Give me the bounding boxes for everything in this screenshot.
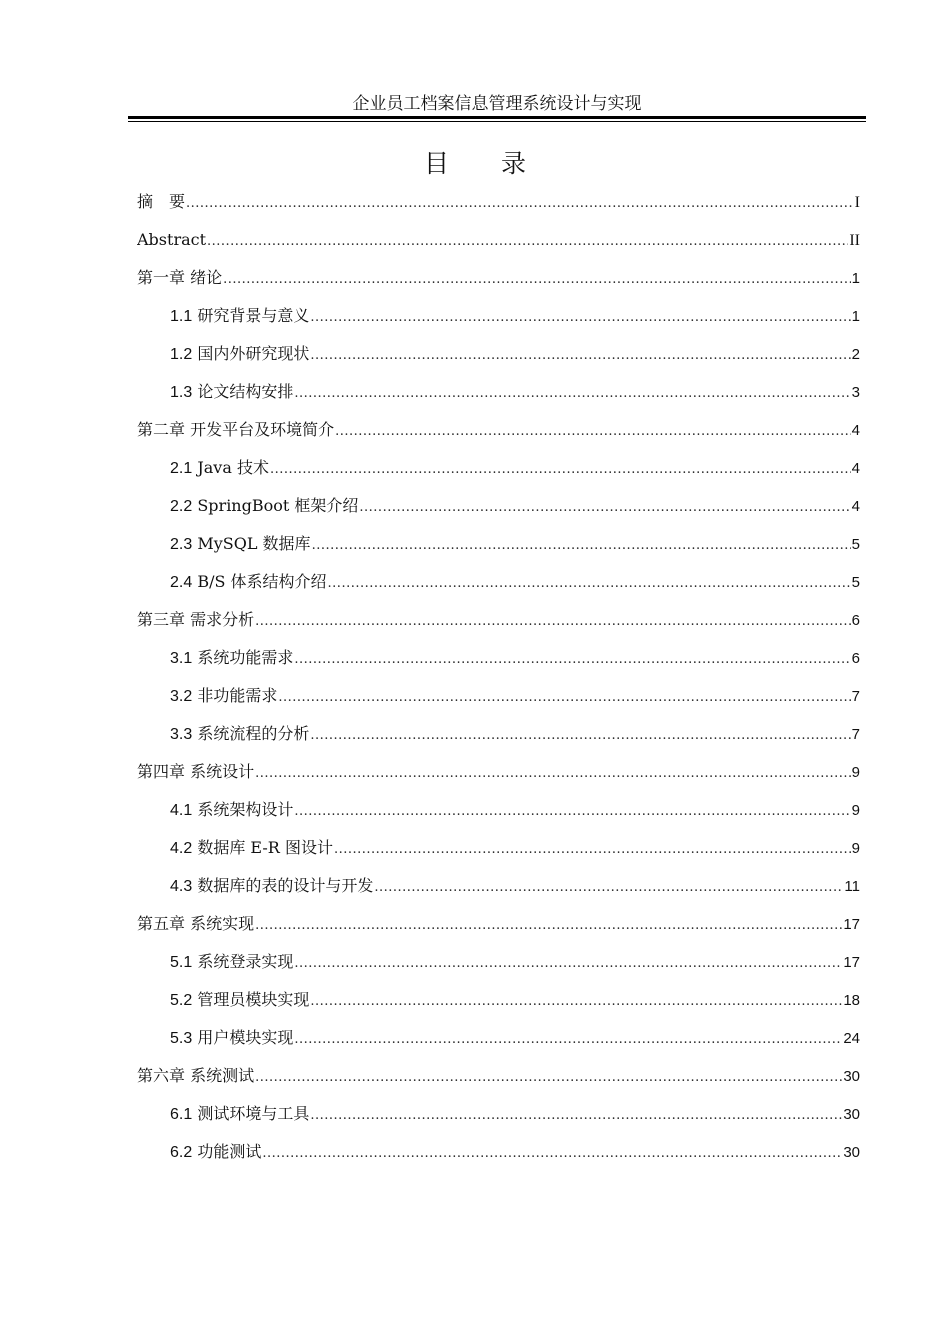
toc-entry-label xyxy=(170,715,309,753)
toc-entry-label xyxy=(137,905,254,943)
toc-entry-label xyxy=(170,373,293,411)
toc-entry[interactable] xyxy=(137,639,860,677)
toc-entry-page: 11 xyxy=(844,878,860,895)
toc-entry-page: 9 xyxy=(851,840,860,857)
toc-entry-text: 非功能需求 xyxy=(192,686,278,705)
toc-dot-leader xyxy=(255,907,842,943)
toc-entry[interactable] xyxy=(137,791,860,829)
toc-entry-label xyxy=(137,221,206,259)
toc-entry-text: 测试环境与工具 xyxy=(192,1104,310,1123)
toc-entry-text: 系统登录实现 xyxy=(192,952,294,971)
toc-entry[interactable] xyxy=(137,943,860,981)
toc-entry-page: 17 xyxy=(843,954,860,971)
toc-entry-page: 3 xyxy=(851,384,860,401)
toc-entry[interactable] xyxy=(137,1095,860,1133)
toc-entry-label xyxy=(137,411,334,449)
toc-dot-leader xyxy=(294,641,850,677)
toc-entry-text: 摘 要 xyxy=(137,192,186,211)
toc-entry-number: 4.1 xyxy=(170,802,193,819)
toc-dot-leader xyxy=(374,869,843,905)
toc-entry[interactable] xyxy=(137,221,860,259)
toc-entry-number: 2.4 xyxy=(170,574,193,591)
toc-entry-page: 2 xyxy=(851,346,860,363)
toc-entry[interactable] xyxy=(137,753,860,791)
toc-entry-label xyxy=(170,297,309,335)
toc-dot-leader xyxy=(310,337,850,373)
toc-entry-text: 系统功能需求 xyxy=(192,648,294,667)
toc-entry-text: B/S 体系结构介绍 xyxy=(192,572,327,591)
toc-entry-text: 第三章 需求分析 xyxy=(137,610,255,629)
header-rule-thick xyxy=(128,116,866,119)
toc-entry[interactable] xyxy=(137,487,860,525)
toc-entry-text: Java 技术 xyxy=(192,458,269,477)
toc-dot-leader xyxy=(255,603,851,639)
toc-entry-text: MySQL 数据库 xyxy=(192,534,311,553)
toc-entry[interactable] xyxy=(137,525,860,563)
toc-entry-label xyxy=(170,449,269,487)
toc-entry-page: 7 xyxy=(851,688,860,705)
toc-dot-leader xyxy=(310,299,850,335)
toc-entry-page: 6 xyxy=(851,650,860,667)
toc-entry-page: 4 xyxy=(851,498,860,515)
toc-entry[interactable] xyxy=(137,411,860,449)
page-header-title: 企业员工档案信息管理系统设计与实现 xyxy=(352,94,642,114)
toc-dot-leader xyxy=(207,223,848,259)
toc-entry[interactable] xyxy=(137,1133,860,1171)
toc-entry-number: 5.3 xyxy=(170,1030,193,1047)
toc-entry-text: 第五章 系统实现 xyxy=(137,914,255,933)
toc-entry[interactable] xyxy=(137,335,860,373)
toc-entry-number: 5.1 xyxy=(170,954,193,971)
toc-entry-text: 系统流程的分析 xyxy=(192,724,310,743)
toc-entry-page: 6 xyxy=(851,612,860,629)
toc-entry-number: 4.3 xyxy=(170,878,193,895)
toc-entry-text: 数据库 E-R 图设计 xyxy=(192,838,333,857)
toc-dot-leader xyxy=(270,451,851,487)
toc-entry-page: 9 xyxy=(851,802,860,819)
toc-entry-number: 6.1 xyxy=(170,1106,193,1123)
toc-entry-label xyxy=(137,753,254,791)
toc-entry-number: 3.3 xyxy=(170,726,193,743)
toc-entry-page: 5 xyxy=(851,536,860,553)
toc-entry-page: 30 xyxy=(843,1068,860,1085)
toc-dot-leader xyxy=(255,755,851,791)
toc-entry-page: 24 xyxy=(843,1030,860,1047)
toc-dot-leader xyxy=(262,1135,842,1171)
toc-entry-label xyxy=(170,1133,261,1171)
toc-entry-page: 4 xyxy=(851,460,860,477)
toc-entry[interactable] xyxy=(137,867,860,905)
toc-entry-label xyxy=(170,563,327,601)
toc-dot-leader xyxy=(294,375,850,411)
toc-dot-leader xyxy=(294,1021,842,1057)
toc-dot-leader xyxy=(186,185,854,221)
toc-dot-leader xyxy=(294,945,842,981)
toc-entry[interactable] xyxy=(137,1057,860,1095)
toc-entry[interactable] xyxy=(137,829,860,867)
toc-entry-label xyxy=(170,791,293,829)
toc-entry-page: 7 xyxy=(851,726,860,743)
toc-dot-leader xyxy=(278,679,850,715)
toc-entry[interactable] xyxy=(137,297,860,335)
toc-entry-text: 数据库的表的设计与开发 xyxy=(192,876,374,895)
toc-entry[interactable] xyxy=(137,677,860,715)
toc-entry-text: 用户模块实现 xyxy=(192,1028,294,1047)
toc-entry-text: 第六章 系统测试 xyxy=(137,1066,255,1085)
toc-entry[interactable] xyxy=(137,905,860,943)
toc-entry-label xyxy=(137,1057,254,1095)
header-rule-thin xyxy=(128,121,866,122)
toc-dot-leader xyxy=(310,1097,842,1133)
toc-entry-label xyxy=(170,639,293,677)
toc-entry[interactable] xyxy=(137,1019,860,1057)
toc-title-part1: 目 xyxy=(423,149,449,178)
toc-entry-number: 4.2 xyxy=(170,840,193,857)
toc-entry-page: 18 xyxy=(843,992,860,1009)
toc-entry-label xyxy=(170,1095,309,1133)
toc-entry-label xyxy=(170,487,358,525)
toc-entry-label xyxy=(170,981,309,1019)
toc-entry[interactable] xyxy=(137,373,860,411)
toc-dot-leader xyxy=(255,1059,842,1095)
toc-entry-number: 3.2 xyxy=(170,688,193,705)
toc-entry[interactable] xyxy=(137,183,860,221)
toc-entry-text: 系统架构设计 xyxy=(192,800,294,819)
toc-dot-leader xyxy=(359,489,850,525)
toc-entry-label xyxy=(137,259,222,297)
toc-entry-label xyxy=(137,601,254,639)
toc-entry-page: 1 xyxy=(851,270,860,287)
toc-entry[interactable] xyxy=(137,449,860,487)
toc-entry-page: 30 xyxy=(843,1144,860,1161)
toc-entry[interactable] xyxy=(137,715,860,753)
toc-dot-leader xyxy=(223,261,851,297)
toc-dot-leader xyxy=(312,527,851,563)
table-of-contents xyxy=(137,183,860,1171)
toc-entry-label xyxy=(170,943,293,981)
toc-entry-text: 第四章 系统设计 xyxy=(137,762,255,781)
toc-entry-label xyxy=(170,677,277,715)
toc-entry[interactable] xyxy=(137,601,860,639)
toc-entry-label xyxy=(170,525,311,563)
toc-dot-leader xyxy=(334,831,851,867)
toc-entry-number: 2.3 xyxy=(170,536,193,553)
toc-entry-label xyxy=(170,867,373,905)
toc-entry-page: 9 xyxy=(851,764,860,781)
toc-dot-leader xyxy=(328,565,851,601)
toc-entry-number: 2.1 xyxy=(170,460,193,477)
toc-entry-page: 5 xyxy=(851,574,860,591)
toc-entry-text: 管理员模块实现 xyxy=(192,990,310,1009)
toc-entry-label xyxy=(170,829,333,867)
toc-entry[interactable] xyxy=(137,259,860,297)
toc-entry-page: 1 xyxy=(851,308,860,325)
toc-entry-text: 研究背景与意义 xyxy=(192,306,310,325)
toc-dot-leader xyxy=(310,717,850,753)
toc-entry-text: 第二章 开发平台及环境简介 xyxy=(137,420,335,439)
toc-entry[interactable] xyxy=(137,981,860,1019)
toc-entry-text: 论文结构安排 xyxy=(192,382,294,401)
toc-entry-number: 6.2 xyxy=(170,1144,193,1161)
toc-dot-leader xyxy=(335,413,851,449)
toc-entry-number: 3.1 xyxy=(170,650,193,667)
toc-entry-text: 国内外研究现状 xyxy=(192,344,310,363)
toc-entry-text: Abstract xyxy=(137,230,207,249)
toc-entry-text: 功能测试 xyxy=(192,1142,262,1161)
toc-entry-page: I xyxy=(854,194,860,211)
toc-dot-leader xyxy=(310,983,842,1019)
toc-entry-page: 4 xyxy=(851,422,860,439)
toc-entry-page: 17 xyxy=(843,916,860,933)
toc-entry-number: 2.2 xyxy=(170,498,193,515)
toc-entry-text: SpringBoot 框架介绍 xyxy=(192,496,359,515)
toc-entry-number: 1.2 xyxy=(170,346,193,363)
toc-title xyxy=(0,146,950,182)
toc-entry-number: 1.1 xyxy=(170,308,193,325)
toc-entry[interactable] xyxy=(137,563,860,601)
toc-entry-number: 1.3 xyxy=(170,384,193,401)
toc-entry-page: II xyxy=(849,232,860,249)
toc-entry-label xyxy=(170,1019,293,1057)
toc-dot-leader xyxy=(294,793,850,829)
toc-title-part2: 录 xyxy=(501,149,527,178)
toc-entry-label xyxy=(170,335,309,373)
toc-entry-text: 第一章 绪论 xyxy=(137,268,223,287)
toc-entry-label xyxy=(137,183,185,221)
toc-entry-number: 5.2 xyxy=(170,992,193,1009)
toc-entry-page: 30 xyxy=(843,1106,860,1123)
